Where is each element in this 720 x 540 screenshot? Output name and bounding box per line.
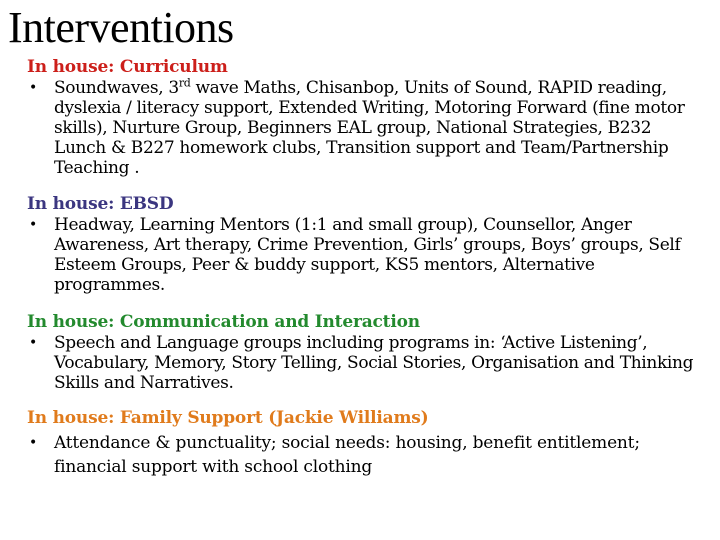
- bullet-icon: •: [29, 435, 38, 451]
- bullet-text-pre: Soundwaves, 3: [54, 78, 179, 98]
- bullet-icon: •: [29, 80, 37, 96]
- section-communication: [27, 312, 707, 393]
- bullet-text: Attendance & punctuality; social needs: housing, benefit entitlement; financial support with school clothing: [54, 433, 640, 477]
- section-family-support: [27, 408, 707, 479]
- bullet-item-family-support: [27, 431, 707, 479]
- section-curriculum: [27, 57, 707, 178]
- bullet-text: Speech and Language groups including programs in: ‘Active Listening’, Vocabulary, Memory, Story Telling, Social Stories, Organisation and Thinking Skills and Narratives.: [54, 333, 694, 393]
- bullet-text: Headway, Learning Mentors (1:1 and small group), Counsellor, Anger Awareness, Art therapy, Crime Prevention, Girls’ groups, Boys’ groups, Self Esteem Groups, Peer & buddy support, KS5 mentors, Alternative programmes.: [54, 215, 681, 295]
- section-ebsd: [27, 194, 707, 295]
- bullet-icon: •: [29, 217, 37, 233]
- section-heading-ebsd: In house: EBSD: [27, 194, 174, 214]
- ordinal-superscript: rd: [178, 76, 191, 90]
- bullet-item-ebsd: [27, 215, 707, 295]
- bullet-icon: •: [29, 335, 37, 351]
- bullet-text-post: wave Maths, Chisanbop, Units of Sound, RAPID reading, dyslexia / literacy support, Extended Writing, Motoring Forward (fine motor skills), Nurture Group, Beginners EAL group, National Strategies, B232 Lunch & B227 homework clubs, Transition support and Team/Partnership Teaching .: [54, 78, 685, 178]
- page-title: Interventions: [8, 3, 234, 52]
- bullet-item-communication: [27, 333, 707, 393]
- section-heading-family-support: In house: Family Support (Jackie Williams): [27, 408, 429, 428]
- bullet-item-curriculum: [27, 78, 707, 178]
- section-heading-communication: In house: Communication and Interaction: [27, 312, 420, 332]
- section-heading-curriculum: In house: Curriculum: [27, 57, 228, 77]
